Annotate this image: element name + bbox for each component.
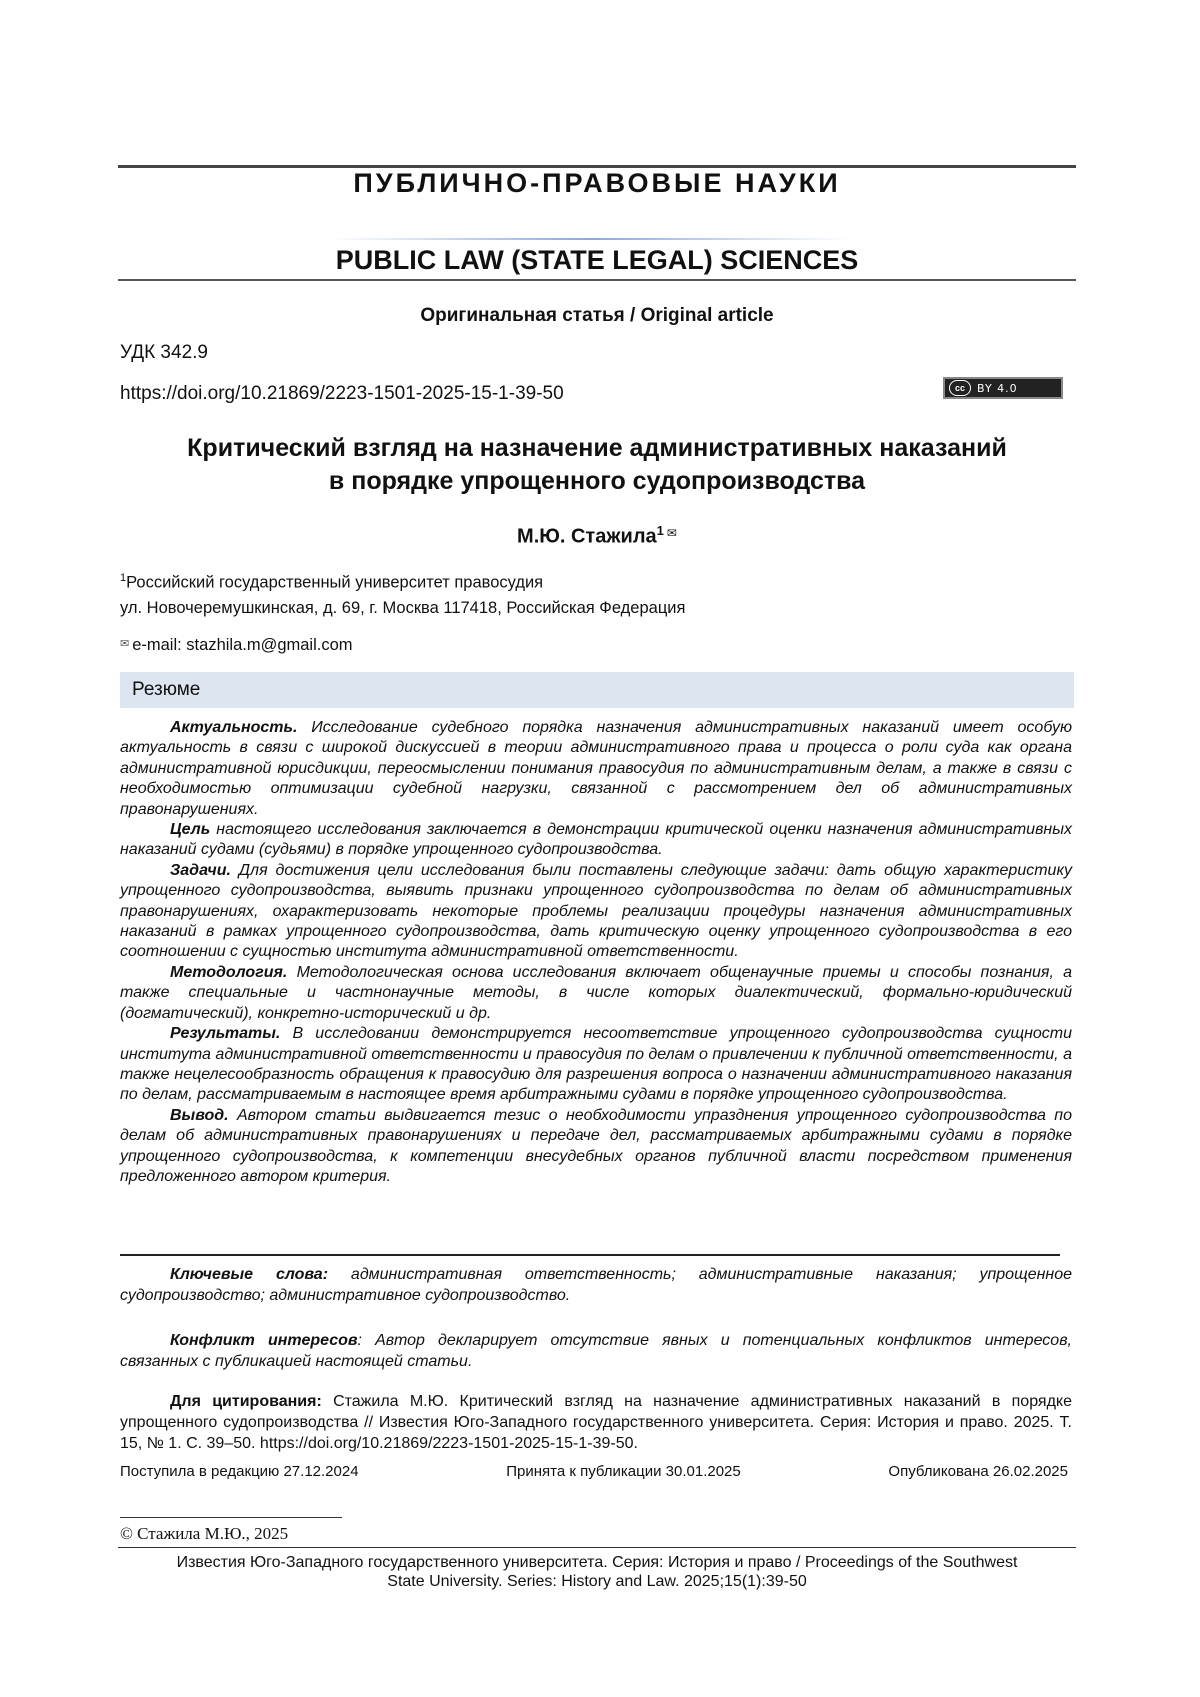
abstract-text: Методологическая основа исследования включает общенаучные приемы и способы познания, а также специальные и частнонаучные методы, в числе которых диалектический, формально-юридический (догматический), конкретно-исторический и др.: [120, 963, 1072, 1022]
section-title-en: PUBLIC LAW (STATE LEGAL) SCIENCES: [335, 245, 859, 275]
abstract-paragraph: [120, 1106, 1072, 1188]
abstract-paragraph: [120, 861, 1072, 963]
cc-icon: cc: [949, 380, 971, 396]
section-divider: [330, 238, 850, 240]
author-email: [120, 636, 353, 655]
author: [118, 523, 1076, 549]
date-published: Опубликована 26.02.2025: [888, 1463, 1068, 1480]
copyright-rule: [120, 1517, 342, 1518]
abstract-paragraph: [120, 1024, 1072, 1106]
keywords-label: Ключевые слова:: [170, 1266, 329, 1283]
section-title-ru: ПУБЛИЧНО-ПРАВОВЫЕ НАУКИ: [353, 168, 841, 198]
conflict-text: : Автор декларирует отсутствие явных и потенциальных конфликтов интересов, связанных с публикацией настоящей статьи.: [120, 1332, 1072, 1370]
citation-label: Для цитирования:: [170, 1393, 322, 1410]
abstract: [120, 718, 1072, 1187]
journal-footer: [118, 1553, 1076, 1591]
abstract-label: Задачи.: [170, 861, 231, 879]
article-type: Оригинальная статья / Original article: [420, 305, 774, 326]
copyright: © Стажила М.Ю., 2025: [120, 1524, 289, 1543]
affiliation-address: ул. Новочеремушкинская, д. 69, г. Москва 117418, Российская Федерация: [120, 599, 686, 617]
conflict-label: Конфликт интересов: [170, 1332, 358, 1349]
abstract-label: Актуальность.: [170, 719, 298, 736]
header-bottom-rule: [118, 279, 1076, 281]
title-line-2: в порядке упрощенного судопроизводства: [328, 467, 866, 495]
keywords: [120, 1264, 1072, 1306]
resume-heading: Резюме: [132, 679, 201, 700]
article-title: [118, 432, 1076, 498]
author-name: М.Ю. Стажила: [517, 525, 657, 548]
abstract-label: Методология.: [170, 963, 288, 981]
email-text[interactable]: e-mail: stazhila.m@gmail.com: [132, 636, 353, 654]
affiliation-mark: 1: [120, 572, 127, 584]
publication-dates: [120, 1463, 1068, 1480]
abstract-paragraph: [120, 963, 1072, 1024]
resume-heading-bar: [120, 672, 1074, 708]
abstract-text: Исследование судебного порядка назначения административных наказаний имеет особую актуальность в связи с широкой дискуссией в теории административного права и процесса о роли суда как органа административной юрисдикции, переосмыслении понимания правосудия по административным делам, а также в связи с необходимостью оптимизации судебной нагрузки, связанной с рассмотрением дел об административных правонарушениях.: [120, 719, 1072, 818]
citation: [120, 1391, 1072, 1454]
license-label: BY 4.0: [977, 381, 1018, 395]
cc-license-badge[interactable]: [943, 377, 1063, 399]
affiliation-org: [120, 572, 543, 593]
envelope-icon: ✉: [120, 638, 130, 650]
conflict-of-interest: [120, 1330, 1072, 1372]
footer-line-1: Известия Юго-Западного государственного университета. Серия: История и право / Proceedings of the Southwest: [176, 1554, 1018, 1571]
abstract-text: Автором статьи выдвигается тезис о необходимости упразднения упрощенного судопроизводства по делам об административных правонарушениях и передаче дел, рассматриваемых арбитражными судами в порядке упрощенного судопроизводства, к компетенции внесудебных органов публичной власти посредством применения предложенного автором критерия.: [120, 1106, 1072, 1185]
abstract-paragraph: [120, 820, 1072, 861]
footer-rule: [118, 1547, 1076, 1548]
abstract-paragraph: [120, 718, 1072, 820]
author-affiliation-mark: 1: [656, 523, 664, 538]
keywords-text: административная ответственность; административные наказания; упрощенное судопроизводство; административное судопроизводство.: [120, 1266, 1073, 1304]
date-received: Поступила в редакцию 27.12.2024: [120, 1463, 359, 1480]
citation-text[interactable]: Стажила М.Ю. Критический взгляд на назначение административных наказаний в порядке упрощенного судопроизводства // Известия Юго-Западного государственного университета. Серия: История и право. 2025. Т. 15, № 1. С. 39–50. https://doi.org/10.21869/2223-1501-2025-15-1-39-50.: [120, 1393, 1072, 1452]
date-accepted: Принята к публикации 30.01.2025: [506, 1463, 741, 1480]
abstract-divider: [120, 1254, 1060, 1256]
affiliation-org-name: Российский государственный университет правосудия: [126, 573, 544, 592]
title-line-1: Критический взгляд на назначение административных наказаний: [187, 434, 1007, 462]
abstract-label: Результаты.: [170, 1025, 281, 1043]
doi-link[interactable]: https://doi.org/10.21869/2223-1501-2025-15-1-39-50: [120, 383, 564, 404]
footer-line-2: State University. Series: History and Law. 2025;15(1):39-50: [387, 1573, 807, 1590]
abstract-label: Цель: [170, 821, 211, 839]
abstract-text: В исследовании демонстрируется несоответствие упрощенного судопроизводства сущности института административной ответственности и правосудия по делам о привлечении к публичной ответственности, а также нецелесообразность обращения к правосудию для разрешения вопроса о назначении административного наказания по делам, рассматриваемым в настоящее время арбитражными судами в порядке упрощенного судопроизводства.: [120, 1025, 1072, 1104]
abstract-text: Для достижения цели исследования были поставлены следующие задачи: дать общую характеристику упрощенного судопроизводства, выявить признаки упрощенного судопроизводства по делам об административных правонарушениях, охарактеризовать некоторые проблемы реализации процедуры назначения административных наказаний в рамках упрощенного судопроизводства, дать критическую оценку упрощенного судопроизводства в его соотношении с сущностью института административной ответственности.: [120, 861, 1072, 961]
abstract-text: настоящего исследования заключается в демонстрации критической оценки назначения административных наказаний судами (судьями) в порядке упрощенного судопроизводства.: [120, 821, 1072, 859]
udk-code: УДК 342.9: [120, 342, 208, 363]
envelope-icon: ✉: [666, 525, 677, 540]
abstract-label: Вывод.: [170, 1106, 229, 1124]
